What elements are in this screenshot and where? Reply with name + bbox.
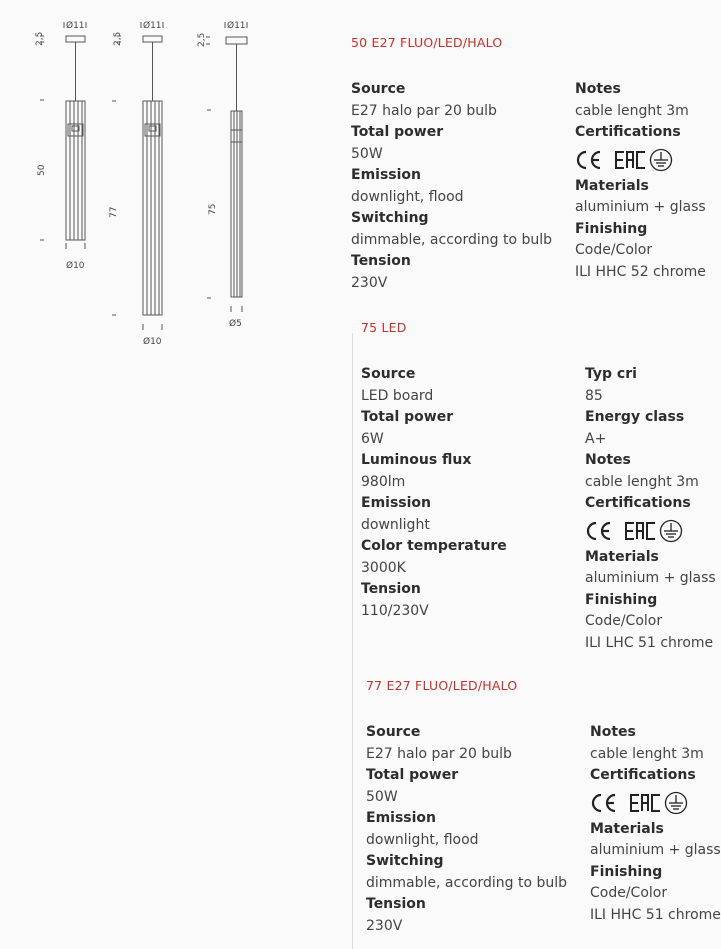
spec-value: A+	[585, 430, 607, 447]
section-77-left	[366, 722, 567, 937]
certification-marks	[585, 515, 716, 547]
section-50-left	[351, 79, 552, 294]
spec-label: Typ cri	[585, 366, 637, 382]
spec-value: 50W	[351, 145, 383, 162]
spec-value: 3000K	[361, 559, 406, 576]
d3-height: 75	[208, 203, 218, 215]
spec-label: Total power	[351, 124, 444, 140]
spec-value: downlight, flood	[351, 188, 464, 205]
drawing-75	[197, 20, 247, 329]
certifications-label: Certifications	[590, 767, 696, 783]
eac-mark-icon	[616, 152, 645, 168]
spec-label: Materials	[575, 177, 649, 194]
section-75-left	[361, 364, 507, 622]
spec-label: Materials	[590, 820, 664, 837]
spec-value: ILI HHC 52 chrome	[575, 263, 706, 280]
certification-marks	[575, 144, 706, 176]
spec-value: 230V	[351, 274, 388, 291]
spec-value: cable lenght 3m	[585, 473, 699, 490]
spec-value: dimmable, according to bulb	[366, 874, 567, 891]
spec-label: Emission	[361, 495, 431, 511]
spec-value: aluminium + glass	[585, 570, 716, 586]
spec-label: Notes	[585, 452, 631, 468]
d3-bottom-diam: Ø5	[229, 319, 242, 329]
spec-value: downlight	[361, 516, 430, 533]
eac-mark-icon	[626, 523, 655, 539]
d3-cap: 2,5	[197, 32, 207, 47]
ground-symbol-icon	[661, 520, 682, 541]
section-title-77: 77 E27 FLUO/LED/HALO	[366, 678, 518, 693]
spec-label: Switching	[351, 210, 429, 226]
d1-cap: 2,5	[35, 31, 45, 46]
certifications-label: Certifications	[585, 495, 691, 511]
d3-top-diam: Ø11	[227, 21, 246, 31]
spec-label: Luminous flux	[361, 452, 472, 468]
section-title-75: 75 LED	[361, 320, 407, 335]
spec-value: 230V	[366, 917, 403, 934]
divider-line	[352, 333, 353, 949]
spec-value: aluminium + glass	[590, 842, 721, 858]
spec-value: LED board	[361, 387, 434, 404]
d2-cap: 2,5	[113, 31, 123, 46]
spec-value: 85	[585, 387, 603, 404]
ce-mark-icon	[578, 152, 600, 168]
spec-label: Finishing	[590, 863, 663, 880]
section-77-right	[590, 722, 721, 926]
spec-value: cable lenght 3m	[590, 745, 704, 762]
spec-label: Emission	[351, 167, 421, 183]
d2-top-diam: Ø11	[143, 21, 162, 31]
spec-label: Materials	[585, 548, 659, 565]
section-50-right	[575, 79, 706, 283]
technical-drawings	[0, 0, 300, 360]
spec-label: Color temperature	[361, 538, 507, 554]
spec-value: 980lm	[361, 473, 406, 490]
certifications-label: Certifications	[575, 124, 681, 140]
certification-marks	[590, 787, 721, 819]
spec-value: aluminium + glass	[575, 199, 706, 215]
d1-top-diam: Ø11	[66, 21, 85, 31]
eac-mark-icon	[631, 795, 660, 811]
ce-mark-icon	[593, 795, 615, 811]
spec-value: 50W	[366, 788, 398, 805]
d1-bottom-diam: Ø10	[66, 261, 85, 271]
drawing-77	[109, 20, 163, 347]
section-title-50: 50 E27 FLUO/LED/HALO	[351, 35, 503, 50]
spec-value: cable lenght 3m	[575, 102, 689, 119]
section-75-right	[585, 364, 716, 654]
spec-value: ILI HHC 51 chrome	[590, 906, 721, 923]
spec-label: Energy class	[585, 409, 685, 425]
spec-label: Total power	[361, 409, 454, 425]
d1-height: 50	[37, 164, 47, 176]
spec-value: Code/Color	[585, 613, 663, 629]
spec-label: Total power	[366, 767, 459, 783]
spec-value: 6W	[361, 430, 384, 447]
spec-label: Finishing	[585, 591, 658, 608]
ground-symbol-icon	[666, 792, 687, 813]
spec-label: Source	[366, 724, 421, 740]
spec-value: E27 halo par 20 bulb	[366, 745, 512, 762]
spec-value: E27 halo par 20 bulb	[351, 102, 497, 119]
spec-label: Tension	[361, 581, 421, 597]
spec-value: Code/Color	[590, 885, 668, 901]
spec-label: Source	[351, 81, 406, 97]
spec-label: Emission	[366, 810, 436, 826]
spec-value: dimmable, according to bulb	[351, 231, 552, 248]
spec-value: ILI LHC 51 chrome	[585, 634, 714, 651]
spec-label: Tension	[366, 896, 426, 912]
d2-bottom-diam: Ø10	[143, 337, 162, 347]
spec-label: Finishing	[575, 220, 648, 237]
ground-symbol-icon	[651, 149, 672, 170]
spec-value: downlight, flood	[366, 831, 479, 848]
spec-value: 110/230V	[361, 602, 429, 619]
spec-label: Switching	[366, 853, 444, 869]
drawing-50	[35, 20, 86, 271]
spec-label: Source	[361, 366, 416, 382]
spec-label: Notes	[590, 724, 636, 740]
d2-height: 77	[109, 206, 119, 218]
spec-label: Notes	[575, 81, 621, 97]
ce-mark-icon	[588, 523, 610, 539]
spec-value: Code/Color	[575, 242, 653, 258]
spec-label: Tension	[351, 253, 411, 269]
